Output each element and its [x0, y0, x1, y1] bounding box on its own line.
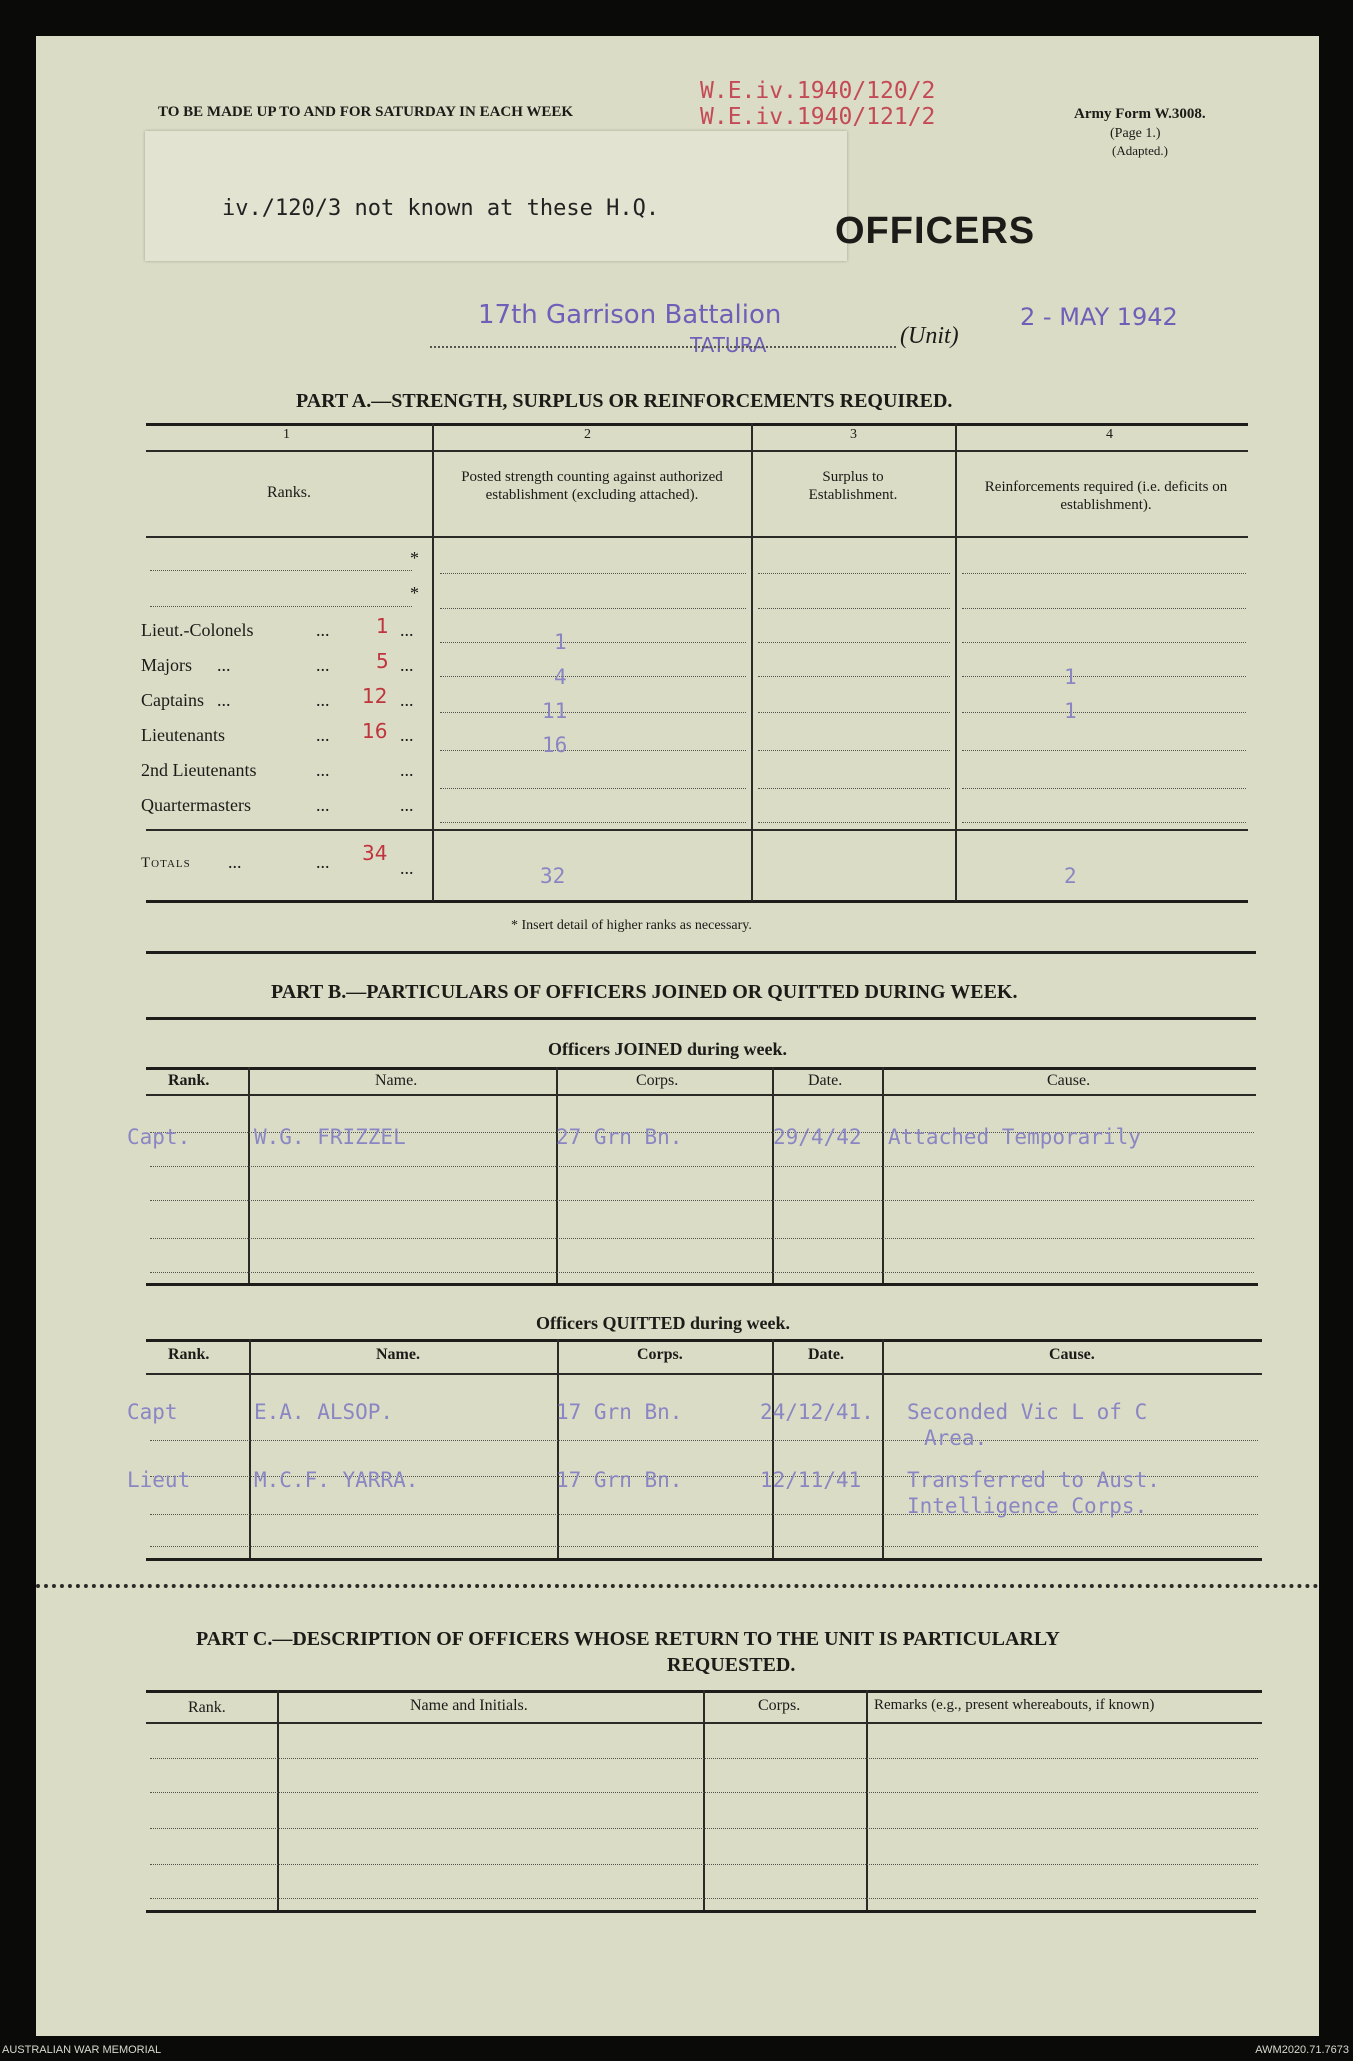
col2-dotted-line — [440, 712, 746, 713]
joined-date: 29/4/42 — [773, 1125, 862, 1149]
part-a-col-divider-1 — [432, 423, 434, 901]
part-c-bottom-rule — [146, 1910, 1256, 1913]
leader-dots: ... — [316, 852, 330, 872]
part-a-totals-rule — [146, 829, 1248, 831]
part-c-rank-header: Rank. — [188, 1699, 226, 1716]
part-a-col-divider-2 — [751, 423, 753, 901]
part-b-title-rule — [146, 1017, 1256, 1020]
ranks-header: Ranks. — [267, 484, 311, 501]
leader-dots: ... — [400, 725, 414, 745]
star-row-line — [150, 570, 412, 571]
part-a-col-divider-3 — [955, 423, 957, 901]
totals-label: Totals — [141, 855, 191, 871]
totals-posted: 32 — [540, 864, 566, 888]
part-c-dotted-line — [150, 1898, 1258, 1899]
quitted-cause-continued: Intelligence Corps. — [907, 1494, 1148, 1518]
joined-dotted-line — [150, 1200, 1254, 1201]
joined-col-divider — [882, 1067, 884, 1283]
col4-dotted-line — [962, 750, 1246, 751]
perforation-line — [36, 1584, 1319, 1588]
establishment-value: 12 — [362, 684, 388, 708]
star-row-line — [150, 606, 412, 607]
unit-stamp-name: 17th Garrison Battalion — [478, 300, 782, 330]
quitted-date-header: Date. — [808, 1346, 844, 1363]
joined-bottom-rule — [146, 1283, 1258, 1286]
unit-dotted-line — [430, 346, 896, 348]
leader-dots: ... — [316, 760, 330, 780]
joined-cause: Attached Temporarily — [888, 1125, 1141, 1149]
col4-dotted-line — [962, 608, 1246, 609]
quitted-cause: Transferred to Aust. — [907, 1468, 1160, 1492]
rank-label: Majors — [141, 655, 192, 675]
col4-dotted-line — [962, 712, 1246, 713]
rank-label: 2nd Lieutenants — [141, 760, 257, 780]
col2-dotted-line — [440, 642, 746, 643]
col-number-1: 1 — [283, 427, 290, 442]
quitted-rank: Capt — [127, 1400, 178, 1424]
quitted-name-header: Name. — [376, 1346, 420, 1363]
col4-dotted-line — [962, 676, 1246, 677]
col-number-3: 3 — [850, 427, 857, 442]
leader-dots: ... — [400, 620, 414, 640]
part-c-dotted-line — [150, 1864, 1258, 1865]
leader-dots: ... — [400, 858, 414, 878]
joined-header-rule — [146, 1094, 1256, 1096]
joined-name-header: Name. — [375, 1072, 418, 1089]
reinforcements-header: Reinforcements required (i.e. deficits on establishment). — [984, 479, 1228, 513]
rank-label: Lieutenants — [141, 725, 225, 745]
reinforcements-value: 1 — [1064, 665, 1077, 689]
surplus-header: Surplus to Establishment. — [808, 469, 898, 503]
col2-dotted-line — [440, 676, 746, 677]
leader-dots: ... — [400, 655, 414, 675]
part-c-remarks-header: Remarks (e.g., present whereabouts, if known) — [874, 1697, 1155, 1713]
star-marker: * — [410, 548, 419, 568]
star-marker: * — [410, 583, 419, 603]
joined-col-divider — [248, 1067, 250, 1283]
col-number-4: 4 — [1106, 427, 1113, 442]
quitted-name: E.A. ALSOP. — [254, 1400, 394, 1424]
col2-dotted-line — [440, 573, 746, 574]
page-number: (Page 1.) — [1110, 126, 1161, 141]
joined-date-header: Date. — [808, 1072, 843, 1089]
col3-dotted-line — [758, 822, 950, 823]
joined-name: W.G. FRIZZEL — [254, 1125, 406, 1149]
leader-dots: ... — [316, 795, 330, 815]
col2-dotted-line — [440, 750, 746, 751]
joined-rank-header: Rank. — [168, 1072, 210, 1089]
quitted-col-divider — [249, 1339, 251, 1558]
leader-dots: ... — [400, 795, 414, 815]
part-c-dotted-line — [150, 1758, 1258, 1759]
col3-dotted-line — [758, 642, 950, 643]
part-c-col-divider — [277, 1690, 279, 1910]
part-a-bottom-rule — [146, 900, 1248, 903]
joined-dotted-line — [150, 1272, 1254, 1273]
quitted-cause: Seconded Vic L of C — [907, 1400, 1148, 1424]
establishment-value: 16 — [362, 719, 388, 743]
instruction-text: TO BE MADE UP TO AND FOR SATURDAY IN EACH WEEK — [158, 104, 574, 120]
form-sheet — [36, 36, 1319, 2036]
part-a-top-rule — [146, 423, 1248, 426]
quitted-rank: Lieut — [127, 1468, 191, 1492]
rank-label: Lieut.-Colonels — [141, 620, 254, 640]
col2-dotted-line — [440, 822, 746, 823]
leader-dots: ... — [316, 690, 330, 710]
col3-dotted-line — [758, 676, 950, 677]
posted-value: 1 — [554, 630, 567, 654]
joined-col-divider — [556, 1067, 558, 1283]
col3-dotted-line — [758, 750, 950, 751]
quitted-cause-continued: Area. — [924, 1426, 988, 1450]
quitted-title: Officers QUITTED during week. — [536, 1313, 790, 1333]
part-c-title-line1: PART C.—DESCRIPTION OF OFFICERS WHOSE RETURN TO THE UNIT IS PARTICULARLY — [196, 1628, 1060, 1650]
quitted-col-divider — [882, 1339, 884, 1558]
rank-label: Quartermasters — [141, 795, 251, 815]
part-c-corps-header: Corps. — [758, 1697, 801, 1714]
date-stamp: 2 - MAY 1942 — [1020, 303, 1178, 331]
quitted-header-rule — [146, 1373, 1262, 1375]
part-c-name-header: Name and Initials. — [410, 1697, 528, 1714]
joined-corps-header: Corps. — [636, 1072, 679, 1089]
joined-dotted-line — [150, 1238, 1254, 1239]
quitted-date: 24/12/41. — [760, 1400, 874, 1424]
adapted-note: (Adapted.) — [1112, 143, 1168, 158]
posted-value: 16 — [542, 733, 568, 757]
leader-dots: ... — [400, 760, 414, 780]
we-reference-2: W.E.iv.1940/121/2 — [700, 104, 936, 130]
part-c-col-divider — [703, 1690, 705, 1910]
col3-dotted-line — [758, 573, 950, 574]
part-b-title: PART B.—PARTICULARS OF OFFICERS JOINED OR QUITTED DURING WEEK. — [271, 981, 1018, 1003]
quitted-dotted-line — [150, 1440, 1258, 1441]
col3-dotted-line — [758, 788, 950, 789]
posted-value: 4 — [554, 665, 567, 689]
quitted-dotted-line — [150, 1546, 1258, 1547]
col-number-2: 2 — [584, 427, 591, 442]
col4-dotted-line — [962, 788, 1246, 789]
part-a-footnote: * Insert detail of higher ranks as necessary. — [511, 918, 752, 933]
leader-dots: ... — [316, 655, 330, 675]
leader-dots: ... — [316, 620, 330, 640]
quitted-corps: 17 Grn Bn. — [556, 1400, 683, 1424]
joined-cause-header: Cause. — [1047, 1072, 1091, 1089]
quitted-corps-header: Corps. — [637, 1346, 683, 1363]
col2-dotted-line — [440, 608, 746, 609]
col4-dotted-line — [962, 822, 1246, 823]
quitted-top-rule — [146, 1339, 1262, 1342]
quitted-col-divider — [772, 1339, 774, 1558]
col2-dotted-line — [440, 788, 746, 789]
unit-stamp-place: TATURA — [690, 333, 767, 357]
establishment-value: 5 — [376, 649, 389, 673]
quitted-cause-header: Cause. — [1049, 1346, 1095, 1363]
joined-top-rule — [146, 1067, 1256, 1070]
totals-establishment: 34 — [362, 841, 388, 865]
quitted-corps: 17 Grn Bn. — [556, 1468, 683, 1492]
quitted-rank-header: Rank. — [168, 1346, 210, 1363]
part-a-title: PART A.—STRENGTH, SURPLUS OR REINFORCEMENTS REQUIRED. — [296, 390, 953, 412]
unit-label: (Unit) — [900, 323, 959, 349]
posted-strength-header: Posted strength counting against authorized establishment (excluding attached). — [461, 469, 723, 503]
army-form-number: Army Form W.3008. — [1074, 106, 1206, 122]
posted-value: 11 — [542, 699, 568, 723]
leader-dots: ... — [217, 690, 231, 710]
joined-dotted-line — [150, 1166, 1254, 1167]
leader-dots: ... — [316, 725, 330, 745]
part-a-end-rule — [146, 951, 1256, 954]
joined-rank: Capt. — [127, 1125, 191, 1149]
col3-dotted-line — [758, 608, 950, 609]
leader-dots: ... — [217, 655, 231, 675]
leader-dots: ... — [400, 690, 414, 710]
we-reference-1: W.E.iv.1940/120/2 — [700, 78, 936, 104]
leader-dots: ... — [228, 852, 242, 872]
part-c-dotted-line — [150, 1828, 1258, 1829]
col4-dotted-line — [962, 573, 1246, 574]
reinforcements-value: 1 — [1064, 699, 1077, 723]
quitted-date: 12/11/41 — [760, 1468, 862, 1492]
totals-reinforcements: 2 — [1064, 864, 1077, 888]
quitted-bottom-rule — [146, 1558, 1262, 1561]
establishment-value: 1 — [376, 614, 389, 638]
footer-institution: AUSTRALIAN WAR MEMORIAL — [2, 2044, 162, 2056]
rank-label: Captains — [141, 690, 204, 710]
part-c-title-line2: REQUESTED. — [667, 1654, 796, 1676]
footer-accession-number: AWM2020.71.7673 — [1255, 2044, 1349, 2056]
col3-dotted-line — [758, 712, 950, 713]
joined-title: Officers JOINED during week. — [548, 1039, 787, 1059]
quitted-name: M.C.F. YARRA. — [254, 1468, 419, 1492]
part-c-dotted-line — [150, 1792, 1258, 1793]
quitted-col-divider — [557, 1339, 559, 1558]
joined-corps: 27 Grn Bn. — [556, 1125, 683, 1149]
taped-note-text: iv./120/3 not known at these H.Q. — [222, 196, 660, 221]
part-a-header-rule — [146, 536, 1248, 538]
col4-dotted-line — [962, 642, 1246, 643]
part-c-col-divider — [866, 1690, 868, 1910]
form-title: OFFICERS — [835, 210, 1036, 252]
joined-col-divider — [772, 1067, 774, 1283]
part-a-number-rule — [146, 450, 1248, 452]
